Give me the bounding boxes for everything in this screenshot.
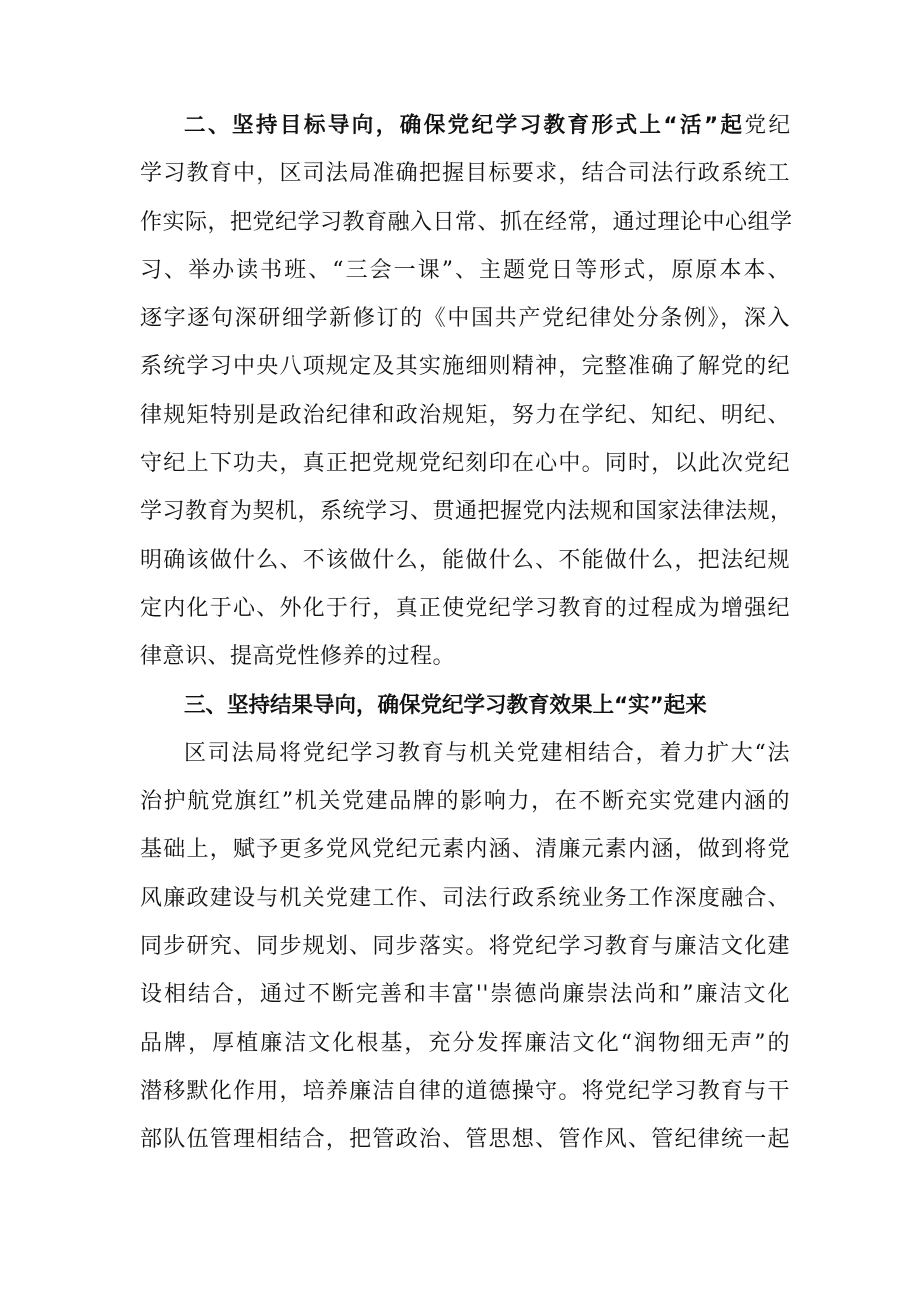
paragraph-line: 律规矩特别是政治纪律和政治规矩，努力在学纪、知纪、明纪、 [140, 402, 790, 428]
paragraph-line: 律意识、提高党性修养的过程。 [140, 644, 456, 670]
paragraph-line: 习、举办读书班、“三会一课”、主题党日等形式，原原本本、 [140, 257, 790, 283]
paragraph-line: 守纪上下功夫，真正把党规党纪刻印在心中。同时，以此次党纪 [140, 451, 790, 477]
paragraph-line: 定内化于心、外化于行，真正使党纪学习教育的过程成为增强纪 [140, 595, 790, 621]
paragraph-line: 明确该做什么、不该做什么，能做什么、不能做什么，把法纪规 [140, 547, 790, 573]
paragraph-line: 潜移默化作用，培养廉洁自律的道德操守。将党纪学习教育与干 [140, 1078, 790, 1104]
paragraph-line: 基础上，赋予更多党风党纪元素内涵、清廉元素内涵，做到将党 [140, 837, 790, 863]
section-2-heading [140, 102, 790, 150]
paragraph-line: 品牌，厚植廉洁文化根基，充分发挥廉洁文化“润物细无声”的 [140, 1030, 790, 1056]
section-3-heading: 三、坚持结果导向，确保党纪学习教育效果上“实”起来 [184, 692, 707, 718]
section-2-heading-text: 二、坚持目标导向，确保党纪学习教育形式上“活”起 [184, 113, 745, 138]
paragraph-line: 学习教育中，区司法局准确把握目标要求，结合司法行政系统工 [140, 161, 790, 187]
paragraph-line: 作实际，把党纪学习教育融入日常、抓在经常，通过理论中心组学 [140, 209, 793, 235]
paragraph-line: 部队伍管理相结合，把管政治、管思想、管作风、管纪律统一起 [140, 1127, 790, 1153]
paragraph-line: 设相结合，通过不断完善和丰富''崇德尚廉崇法尚和”廉洁文化 [140, 982, 790, 1008]
paragraph-line: 区司法局将党纪学习教育与机关党建相结合，着力扩大“法 [184, 740, 790, 766]
paragraph-line: 逐字逐句深研细学新修订的《中国共产党纪律处分条例》，深入 [140, 306, 790, 332]
document-page [140, 102, 793, 1165]
section-2-heading-tail: 党纪 [744, 113, 790, 138]
paragraph-line: 风廉政建设与机关党建工作、司法行政系统业务工作深度融合、 [140, 885, 790, 911]
paragraph-line: 治护航党旗红”机关党建品牌的影响力，在不断充实党建内涵的 [140, 789, 790, 815]
paragraph-line: 同步研究、同步规划、同步落实。将党纪学习教育与廉洁文化建 [140, 934, 790, 960]
paragraph-line: 学习教育为契机，系统学习、贯通把握党内法规和国家法律法规， [140, 499, 793, 525]
paragraph-line: 系统学习中央八项规定及其实施细则精神，完整准确了解党的纪 [140, 354, 790, 380]
